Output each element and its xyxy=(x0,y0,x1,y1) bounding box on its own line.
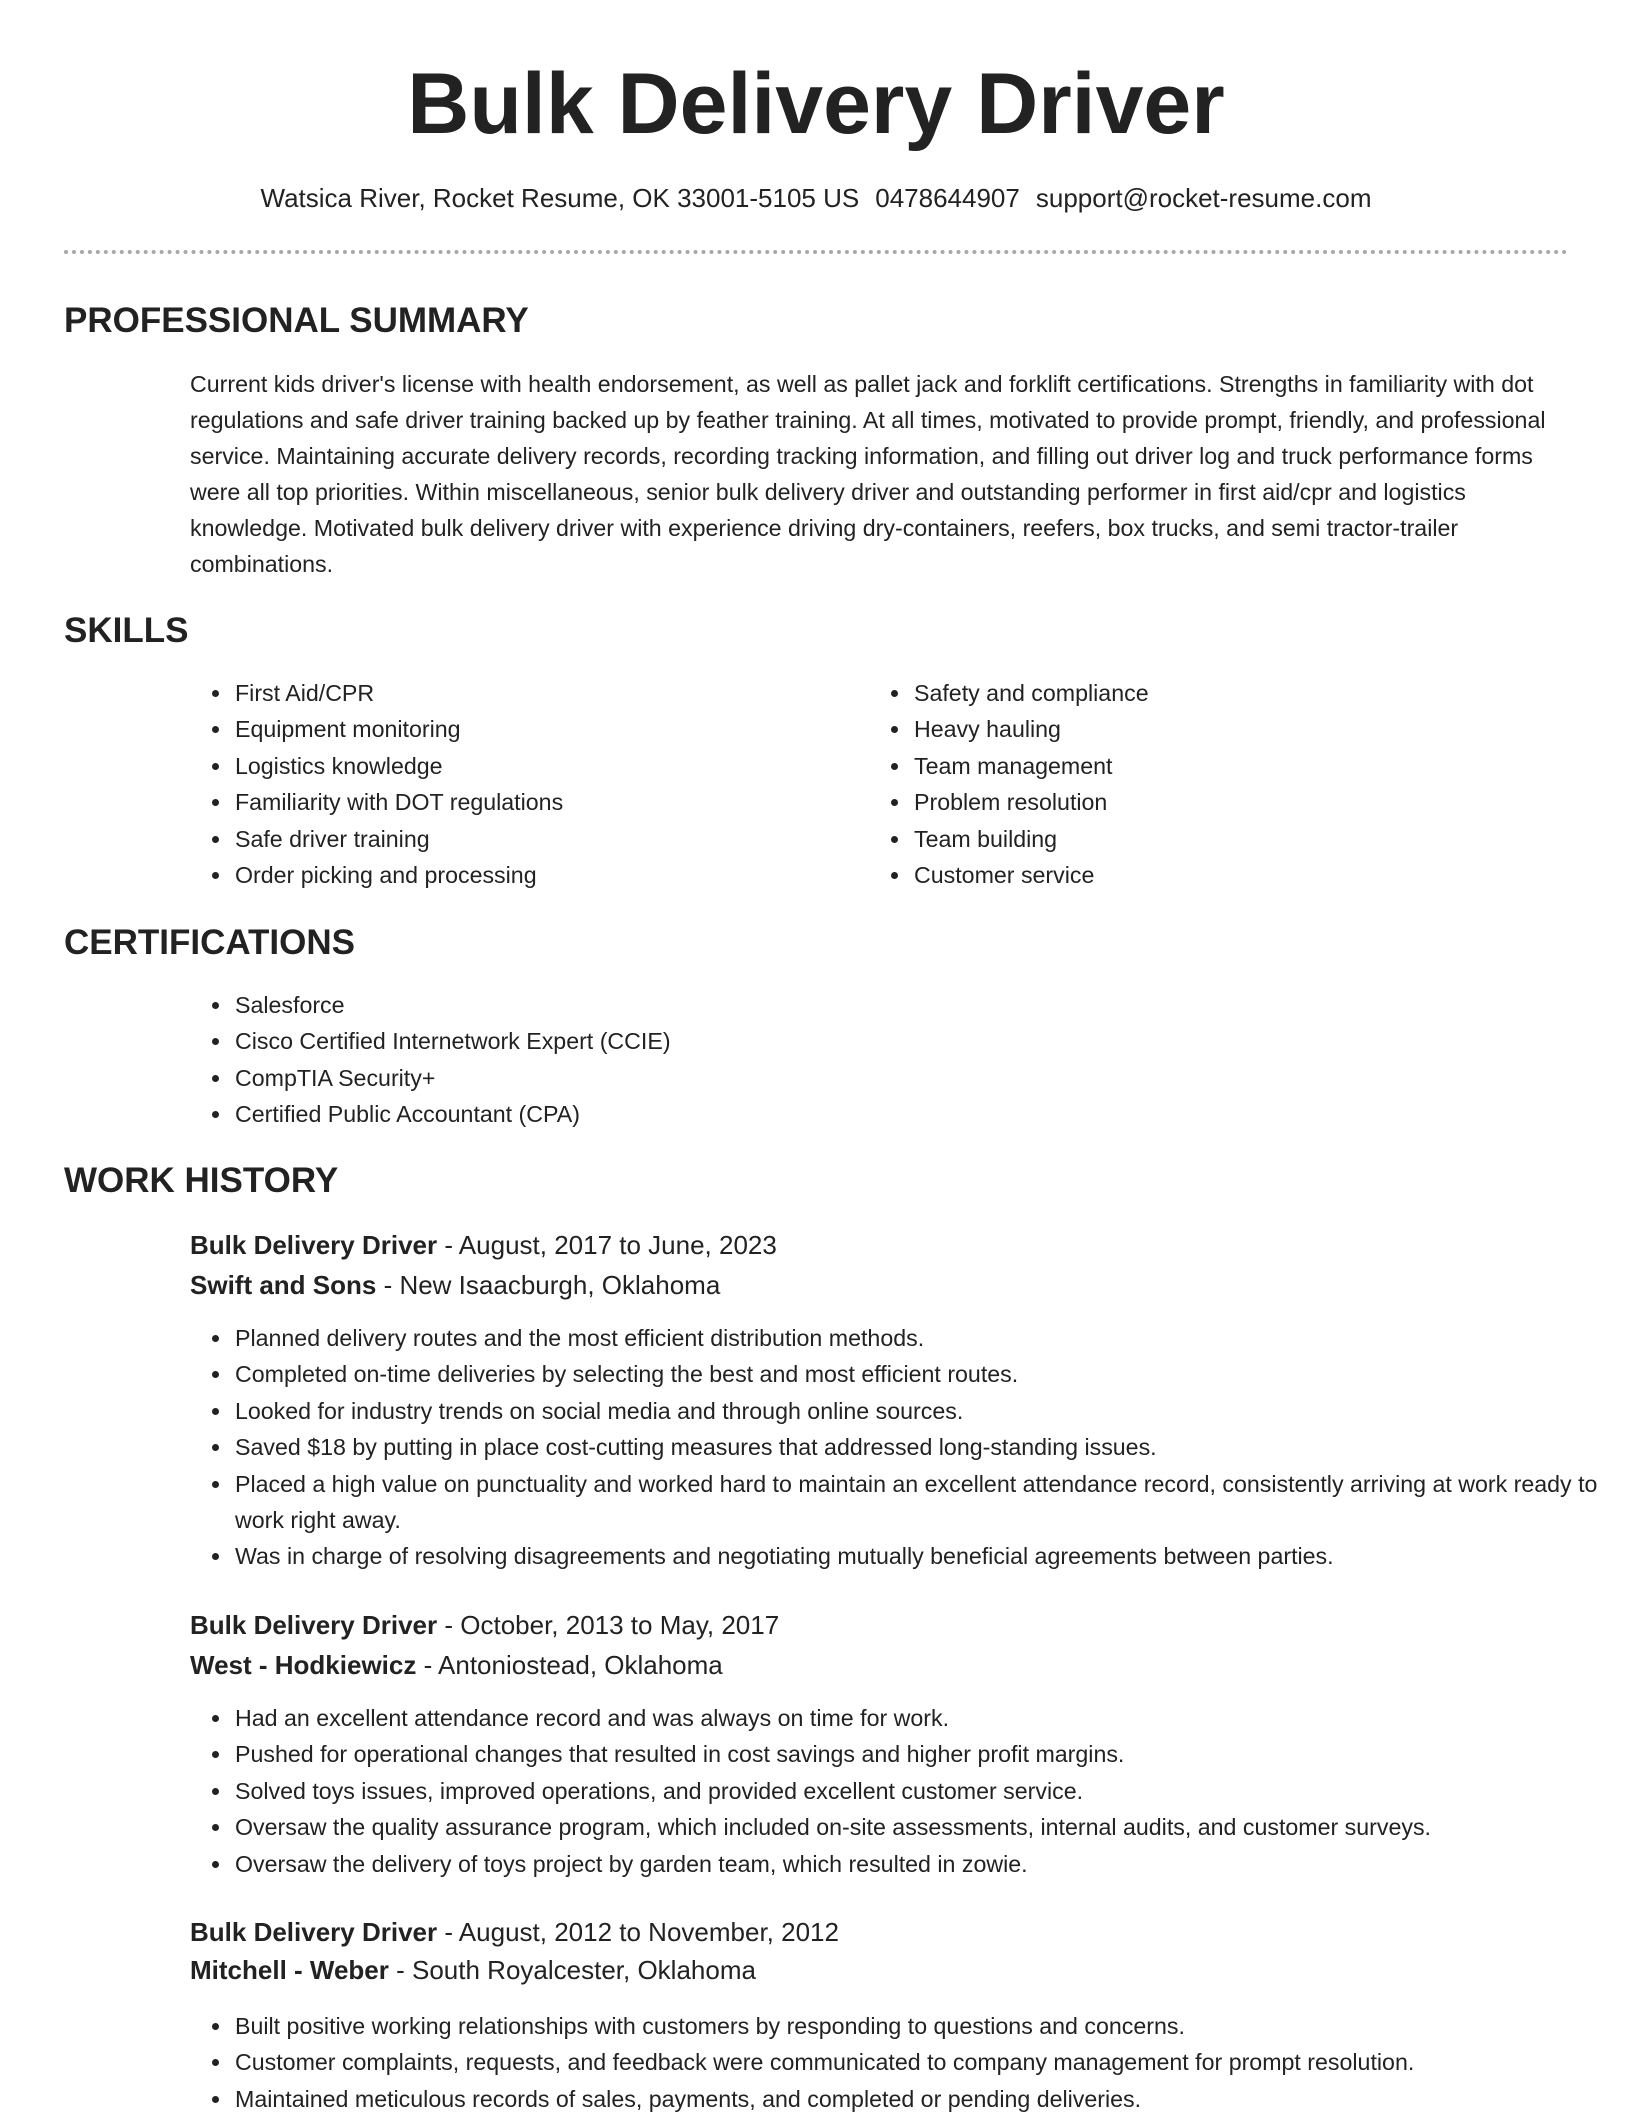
job-bullets xyxy=(190,1320,1613,1575)
list-item: • Planned delivery routes and the most efficient distribution methods. xyxy=(233,1320,1613,1356)
summary-heading: PROFESSIONAL SUMMARY xyxy=(64,301,529,340)
job-title-line xyxy=(190,1608,779,1642)
job-company: Swift and Sons xyxy=(190,1270,377,1300)
job-location: - Antoniostead, Oklahoma xyxy=(416,1650,723,1680)
contact-phone: 0478644907 xyxy=(875,183,1020,213)
list-item: • First Aid/CPR xyxy=(233,675,833,711)
job-location: - South Royalcester, Oklahoma xyxy=(388,1955,756,1985)
job-company: West - Hodkiewicz xyxy=(190,1650,417,1680)
list-item: • Team building xyxy=(912,821,1512,857)
list-item: • Logistics knowledge xyxy=(233,748,833,784)
list-item: • Certified Public Accountant (CPA) xyxy=(233,1096,1233,1132)
skills-list-right xyxy=(869,675,1512,893)
list-item: • Problem resolution xyxy=(912,784,1512,820)
contact-line xyxy=(0,181,1632,215)
job-company-line xyxy=(190,1268,720,1302)
job-company: Mitchell - Weber xyxy=(190,1955,389,1985)
list-item: • Completed on-time deliveries by selecting the best and most efficient routes. xyxy=(233,1356,1613,1392)
job-title: Bulk Delivery Driver xyxy=(190,1917,438,1947)
job-title: Bulk Delivery Driver xyxy=(190,1230,438,1260)
list-item: • Oversaw the delivery of toys project by garden team, which resulted in zowie. xyxy=(233,1846,1613,1882)
list-item: • Cisco Certified Internetwork Expert (CCIE) xyxy=(233,1023,1233,1059)
job-dates: - October, 2013 to May, 2017 xyxy=(437,1610,780,1640)
list-item: • Built positive working relationships with customers by responding to questions and concerns. xyxy=(233,2008,1613,2044)
job-company-line xyxy=(190,1648,723,1682)
summary-text: Current kids driver's license with health endorsement, as well as pallet jack and forklift certifications. Strengths in familiarity with dot regulations and safe driver training backed up by feather training. At all times, motivated to provide prompt, friendly, and professional service. Maintaining accurate delivery records, recording tracking information, and filling out driver log and truck performance forms were all top priorities. Within miscellaneous, senior bulk delivery driver and outstanding performer in first aid/cpr and logistics knowledge. Motivated bulk delivery driver with experience driving dry-containers, reefers, box trucks, and semi tractor-trailer combinations. xyxy=(190,371,1546,577)
contact-email: support@rocket-resume.com xyxy=(1035,183,1372,213)
list-item: • Had an excellent attendance record and was always on time for work. xyxy=(233,1700,1613,1736)
skills-list-left xyxy=(190,675,833,893)
list-item: • Equipment monitoring xyxy=(233,711,833,747)
list-item: • CompTIA Security+ xyxy=(233,1060,1233,1096)
list-item: • Heavy hauling xyxy=(912,711,1512,747)
job-dates: - August, 2012 to November, 2012 xyxy=(437,1917,839,1947)
list-item: • Safe driver training xyxy=(233,821,833,857)
list-item: • Maintained meticulous records of sales, payments, and completed or pending deliveries. xyxy=(233,2081,1613,2117)
job-dates: - August, 2017 to June, 2023 xyxy=(437,1230,777,1260)
job-title-line xyxy=(190,1915,839,1949)
list-item: • Customer complaints, requests, and feedback were communicated to company management for prompt resolution. xyxy=(233,2044,1613,2080)
list-item: • Pushed for operational changes that resulted in cost savings and higher profit margins. xyxy=(233,1736,1613,1772)
job-title-line xyxy=(190,1228,777,1262)
job-company-line xyxy=(190,1953,756,1987)
job-bullets xyxy=(190,2008,1613,2117)
list-item: • Was in charge of resolving disagreements and negotiating mutually beneficial agreements between parties. xyxy=(233,1538,1613,1574)
list-item: • Safety and compliance xyxy=(912,675,1512,711)
resume-name: Bulk Delivery Driver xyxy=(407,56,1225,152)
list-item: • Customer service xyxy=(912,857,1512,893)
header-divider xyxy=(64,250,1568,254)
list-item: • Familiarity with DOT regulations xyxy=(233,784,833,820)
list-item: • Oversaw the quality assurance program, which included on-site assessments, internal audits, and customer surveys. xyxy=(233,1809,1613,1845)
list-item: • Placed a high value on punctuality and worked hard to maintain an excellent attendance record, consistently arriving at work ready to work right away. xyxy=(233,1466,1613,1539)
job-bullets xyxy=(190,1700,1613,1882)
job-location: - New Isaacburgh, Oklahoma xyxy=(376,1270,721,1300)
list-item: • Looked for industry trends on social media and through online sources. xyxy=(233,1393,1613,1429)
list-item: • Salesforce xyxy=(233,987,1233,1023)
certifications-heading: CERTIFICATIONS xyxy=(64,923,356,962)
list-item: • Team management xyxy=(912,748,1512,784)
certifications-list xyxy=(190,987,1233,1133)
work-history-heading: WORK HISTORY xyxy=(64,1161,339,1200)
list-item: • Saved $18 by putting in place cost-cutting measures that addressed long-standing issues. xyxy=(233,1429,1613,1465)
contact-address: Watsica River, Rocket Resume, OK 33001-5105 US xyxy=(260,183,860,213)
list-item: • Order picking and processing xyxy=(233,857,833,893)
list-item: • Solved toys issues, improved operations, and provided excellent customer service. xyxy=(233,1773,1613,1809)
skills-heading: SKILLS xyxy=(64,611,189,650)
job-title: Bulk Delivery Driver xyxy=(190,1610,438,1640)
